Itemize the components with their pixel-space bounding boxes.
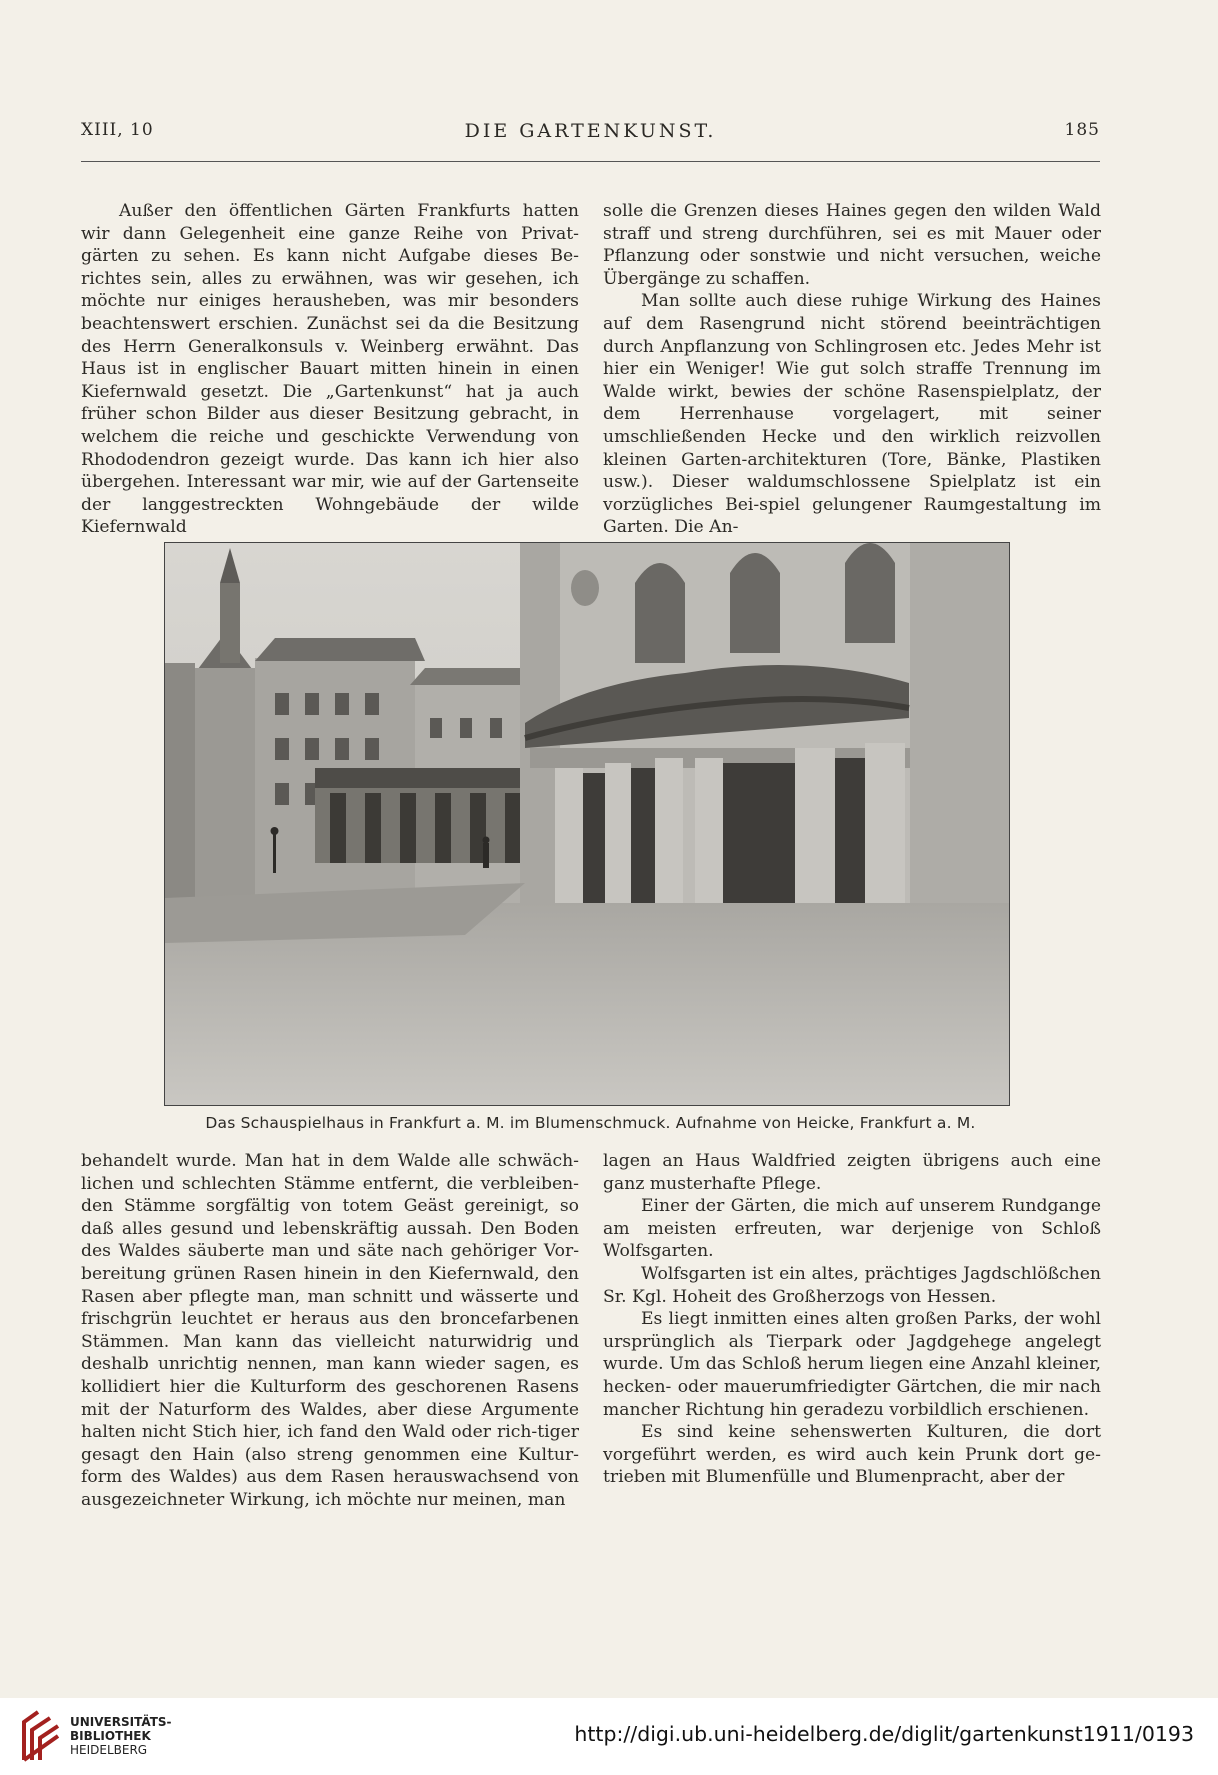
digitization-footer [0,1698,1218,1775]
column-top-right [603,200,1101,539]
column-bottom-right [603,1150,1101,1489]
library-name-line: UNIVERSITÄTS- [70,1715,172,1729]
paragraph: Einer der Gärten, die mich auf unserem Rundgange am meisten erfreuten, war derjenige von Schloß Wolfsgarten. [603,1196,1101,1262]
source-url[interactable]: http://digi.ub.uni-heidelberg.de/diglit/gartenkunst1911/0193 [574,1722,1194,1746]
paragraph: lagen an Haus Waldfried zeigten übrigens auch eine ganz musterhafte Pflege. [603,1151,1101,1194]
paragraph: behandelt wurde. Man hat in dem Walde alle schwäch-lichen und schlechten Stämme entfernt, die verbleiben-den Stämme sorgfältig von totem Geäst gereinigt, so daß alles gesund und lebenskräftig aussah. Den Boden des Waldes säuberte man und säte nach gehöriger Vor-bereitung grünen Rasen hinein in den Kiefernwald, den Rasen aber pflegte man, man schnitt und wässerte und frischgrün leuchtet er heraus aus den broncefarbenen Stämmen. Man kann das vielleicht naturwidrig und deshalb unrichtig nennen, man kann wieder sagen, es kollidiert hier die Kulturform des geschorenen Rasens mit der Naturform des Waldes, aber diese Argumente halten nicht Stich hier, ich fand den Wald oder rich-tiger gesagt den Hain (also streng genommen eine Kultur-form des Waldes) aus dem Rasen herauswachsend von ausgezeichneter Wirkung, ich möchte nur meinen, man [81,1151,579,1510]
paragraph: Es sind keine sehenswerten Kulturen, die dort vorgeführt werden, es wird auch kein Prunk dort ge-trieben mit Blumenfülle und Blumenpracht, aber der [603,1422,1101,1488]
paragraph: solle die Grenzen dieses Haines gegen den wilden Wald straff und streng durchführen, sei es mit Mauer oder Pflanzung oder sonstwie und nicht versuchen, weiche Übergänge zu schaffen. [603,201,1101,289]
paragraph: Es liegt inmitten eines alten großen Parks, der wohl ursprünglich als Tierpark oder Jagdgehege angelegt wurde. Um das Schloß herum liegen eine Anzahl kleiner, hecken- oder mauerumfriedigter Gärtchen, die mir nach mancher Richtung hin geradezu vorbildlich erschienen. [603,1309,1101,1420]
photo-illustration [165,543,1009,1105]
paragraph: Außer den öffentlichen Gärten Frankfurts hatten wir dann Gelegenheit eine ganze Reihe von Privat-gärten zu sehen. Es kann nicht Aufgabe dieses Be-richtes sein, alles zu erwähnen, was wir gesehen, ich möchte nur einiges herausheben, was mir besonders beachtenswert erschien. Zunächst sei da die Besitzung des Herrn Generalkonsuls v. Weinberg erwähnt. Das Haus ist in englischer Bauart mitten hinein in einen Kiefernwald gesetzt. Die „Gartenkunst“ hat ja auch früher schon Bilder aus dieser Besitzung gebracht, in welchem die reiche und geschickte Verwendung von Rhododendron gezeigt wurde. Das kann ich hier also übergehen. Interessant war mir, wie auf der Gartenseite der langgestreckten Wohngebäude der wilde Kiefernwald [81,201,579,538]
paragraph: Wolfsgarten ist ein altes, prächtiges Jagdschlößchen Sr. Kgl. Hoheit des Großherzogs von Hessen. [603,1263,1101,1307]
figure-caption: Das Schauspielhaus in Frankfurt a. M. im Blumenschmuck. Aufnahme von Heicke, Frankfurt a. M. [205,1114,976,1132]
university-library-logo-icon [20,1708,62,1764]
column-bottom-left [81,1150,579,1512]
journal-title: DIE GARTENKUNST. [464,120,717,142]
running-header [81,120,1100,150]
header-rule [81,161,1100,162]
library-name-line: HEIDELBERG [70,1743,148,1757]
paragraph: Man sollte auch diese ruhige Wirkung des Haines auf dem Rasengrund nicht störend beeinträchtigen durch Anpflanzung von Schlingrosen etc. Jedes Mehr ist hier ein Weniger! Wie gut solch straffe Trennung im Walde wirkt, bewies der schöne Rasenspielplatz, der dem Herrenhause vorgelagert, mit seiner umschließenden Hecke und den wirklich reizvollen kleinen Garten-architekturen (Tore, Bänke, Plastiken usw.). Dieser waldumschlossene Spielplatz ist ein vorzügliches Bei-spiel gelungener Raumgestaltung im Garten. Die An- [603,291,1101,538]
theatre-photograph [164,542,1010,1106]
library-name [70,1715,172,1757]
page-number: 185 [1064,120,1100,140]
library-name-line: BIBLIOTHEK [70,1729,151,1743]
column-top-left [81,200,579,539]
volume-issue: XIII, 10 [81,120,154,140]
